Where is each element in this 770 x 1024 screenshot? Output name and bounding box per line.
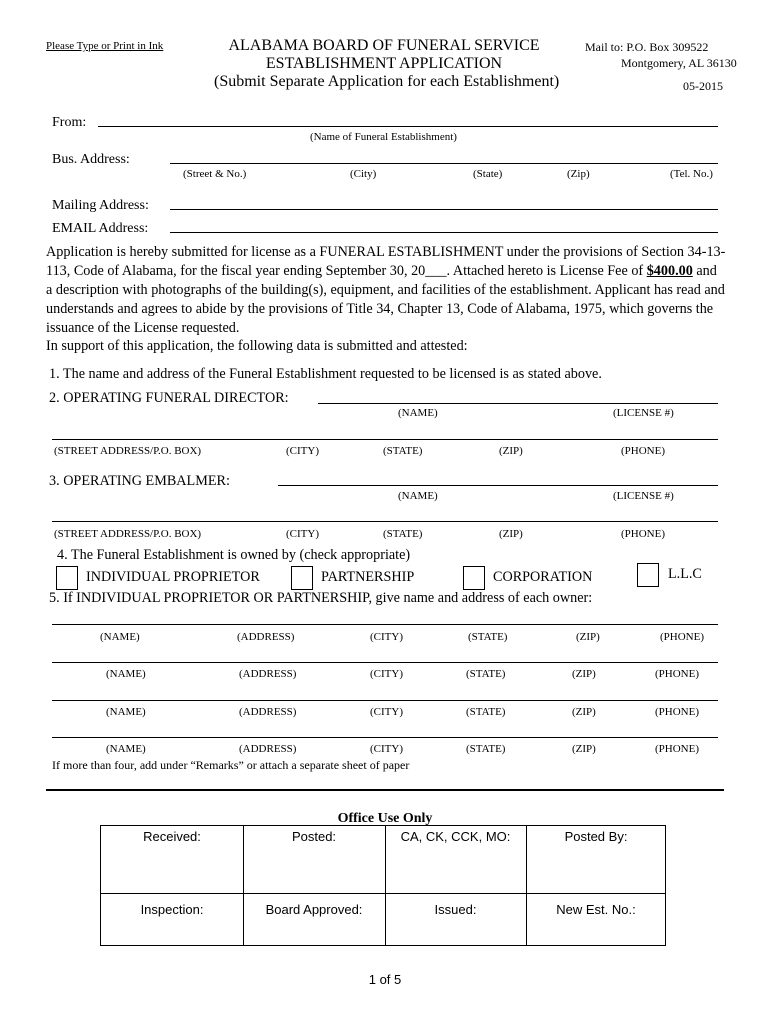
embalmer-street-caption: (STREET ADDRESS/P.O. BOX) [54,528,202,540]
owner-4-name-caption: (NAME) [106,743,146,755]
ink-instruction: Please Type or Print in Ink [46,40,164,52]
payment-type-label: CA, CK, CCK, MO: [400,829,511,844]
new-est-no-label: New Est. No.: [556,902,636,917]
director-state-caption: (STATE) [383,445,423,457]
embalmer-license-caption: (LICENSE #) [613,490,674,502]
posted-label: Posted: [291,829,337,844]
received-label: Received: [143,829,201,844]
director-name-field[interactable] [318,403,718,404]
city-caption: (City) [350,168,377,180]
page-number: 1 of 5 [368,972,402,987]
license-fee: $400.00 [646,263,693,279]
bus-address-label: Bus. Address: [52,152,130,167]
email-address-label: EMAIL Address: [52,221,149,236]
bus-address-field[interactable] [170,163,718,164]
owner-3-field[interactable] [52,700,718,701]
board-approved-label: Board Approved: [265,902,363,917]
director-phone-caption: (PHONE) [621,445,665,457]
owner-3-address-caption: (ADDRESS) [239,706,297,718]
establishment-name-field[interactable] [98,126,718,127]
owner-2-address-caption: (ADDRESS) [239,668,297,680]
item-2-label: 2. OPERATING FUNERAL DIRECTOR: [49,390,289,406]
owner-4-zip-caption: (ZIP) [572,743,596,755]
corporation-checkbox[interactable] [463,566,485,590]
form-title-line2: ESTABLISHMENT APPLICATION [265,55,503,72]
state-caption: (State) [473,168,503,180]
form-version: 05-2015 [683,79,723,93]
posted-by-label: Posted By: [564,829,628,844]
application-statement: Application is hereby submitted for license as a FUNERAL ESTABLISHMENT under the provisions of Section 34-13-113, Code of Alabama, for the fiscal year ending September 30, 20___. Attached hereto is License Fee of $400.00 and a description with photographs of the building(s), equipment, and facilities of the establishment. Applicant has read and understands and agrees to abide by the provisions of Title 34, Chapter 13, Code of Alabama, 1975, which governs the issuance of the License requested. [46,244,726,336]
office-use-table [100,825,666,946]
from-label: From: [52,115,87,130]
item-5-text: 5. If INDIVIDUAL PROPRIETOR OR PARTNERSHIP, give name and address of each owner: [49,590,593,606]
item-4-text: 4. The Funeral Establishment is owned by (check appropriate) [57,547,411,563]
owner-2-name-caption: (NAME) [106,668,146,680]
office-use-title: Office Use Only [337,811,433,826]
zip-caption: (Zip) [567,168,590,180]
individual-proprietor-label: INDIVIDUAL PROPRIETOR [86,569,260,585]
owner-3-state-caption: (STATE) [466,706,506,718]
director-name-caption: (NAME) [398,407,438,419]
owner-4-city-caption: (CITY) [370,743,403,755]
email-address-field[interactable] [170,232,718,233]
issued-label: Issued: [434,902,477,917]
partnership-checkbox[interactable] [291,566,313,590]
embalmer-phone-caption: (PHONE) [621,528,665,540]
embalmer-zip-caption: (ZIP) [499,528,523,540]
partnership-label: PARTNERSHIP [321,569,415,585]
owner-3-zip-caption: (ZIP) [572,706,596,718]
owner-4-phone-caption: (PHONE) [655,743,699,755]
item-1-text: 1. The name and address of the Funeral Establishment requested to be licensed is as stated above. [49,366,602,382]
owner-2-state-caption: (STATE) [466,668,506,680]
director-zip-caption: (ZIP) [499,445,523,457]
form-title-line3: (Submit Separate Application for each Establishment) [214,73,560,90]
owner-2-zip-caption: (ZIP) [572,668,596,680]
owner-4-field[interactable] [52,737,718,738]
owner-4-address-caption: (ADDRESS) [239,743,297,755]
owner-3-city-caption: (CITY) [370,706,403,718]
owner-2-phone-caption: (PHONE) [655,668,699,680]
owner-3-name-caption: (NAME) [106,706,146,718]
owner-1-address-caption: (ADDRESS) [237,631,295,643]
corporation-label: CORPORATION [493,569,593,585]
owner-1-state-caption: (STATE) [468,631,508,643]
mailing-city: Montgomery, AL 36130 [621,56,737,70]
llc-checkbox[interactable] [637,563,659,587]
individual-proprietor-checkbox[interactable] [56,566,78,590]
owner-4-state-caption: (STATE) [466,743,506,755]
mailing-address-label: Mailing Address: [52,198,149,213]
owner-1-zip-caption: (ZIP) [576,631,600,643]
director-address-field[interactable] [52,439,718,440]
owner-1-phone-caption: (PHONE) [660,631,704,643]
embalmer-address-field[interactable] [52,521,718,522]
owner-1-city-caption: (CITY) [370,631,403,643]
section-divider [46,789,724,791]
director-city-caption: (CITY) [286,445,319,457]
owner-3-phone-caption: (PHONE) [655,706,699,718]
mailing-address-field[interactable] [170,209,718,210]
owner-2-field[interactable] [52,662,718,663]
street-caption: (Street & No.) [183,168,247,180]
llc-label: L.L.C [668,566,702,582]
owners-overflow-note: If more than four, add under “Remarks” or attach a separate sheet of paper [52,758,410,772]
embalmer-name-caption: (NAME) [398,490,438,502]
embalmer-name-field[interactable] [278,485,718,486]
tel-caption: (Tel. No.) [670,168,713,180]
director-street-caption: (STREET ADDRESS/P.O. BOX) [54,445,202,457]
director-license-caption: (LICENSE #) [613,407,674,419]
inspection-label: Inspection: [140,902,204,917]
support-statement: In support of this application, the following data is submitted and attested: [46,338,468,354]
embalmer-city-caption: (CITY) [286,528,319,540]
owner-1-name-caption: (NAME) [100,631,140,643]
form-title-line1: ALABAMA BOARD OF FUNERAL SERVICE [228,37,540,54]
embalmer-state-caption: (STATE) [383,528,423,540]
item-3-label: 3. OPERATING EMBALMER: [49,473,230,489]
owner-2-city-caption: (CITY) [370,668,403,680]
establishment-name-caption: (Name of Funeral Establishment) [310,131,457,143]
owner-1-field[interactable] [52,624,718,625]
mailing-instruction: Mail to: P.O. Box 309522 [585,40,709,54]
